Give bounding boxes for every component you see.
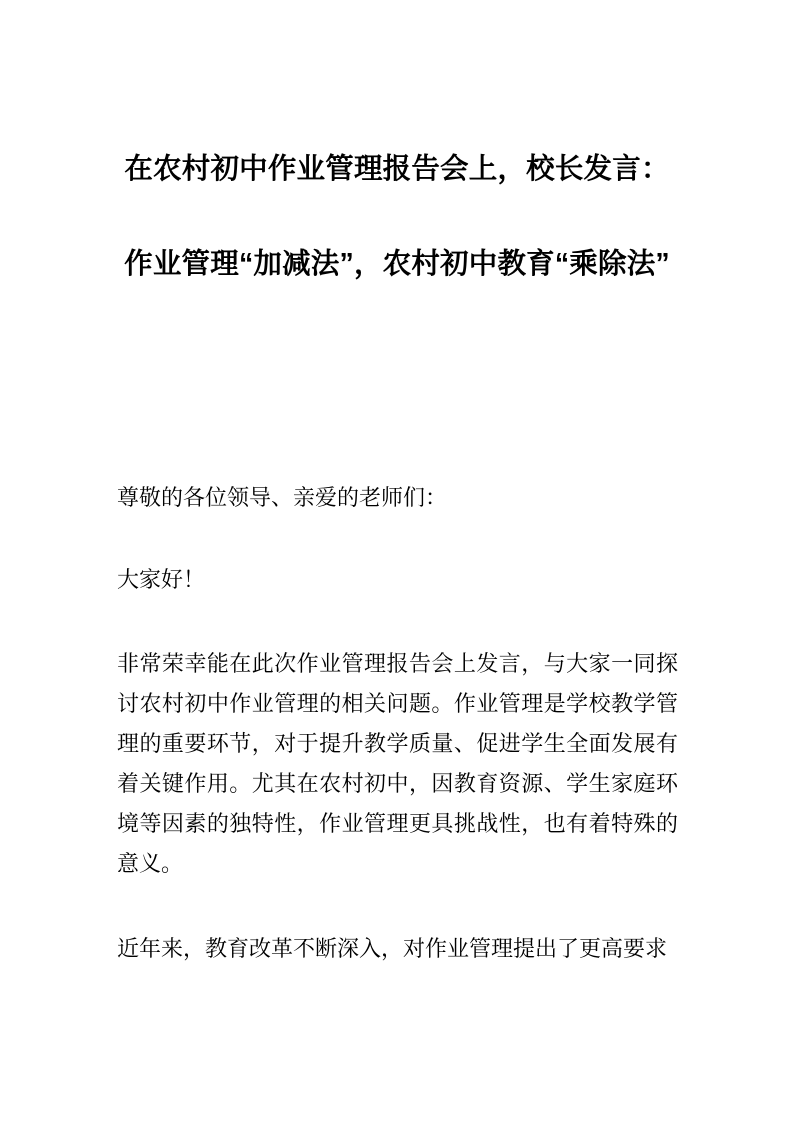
salutation-paragraph: 尊敬的各位领导、亲爱的老师们：	[117, 485, 448, 510]
greeting-paragraph: 大家好！	[117, 567, 206, 592]
page-title: 在农村初中作业管理报告会上，校长发言：作业管理“加减法”，农村初中教育“乘除法”	[124, 153, 670, 280]
document-body	[117, 478, 678, 969]
body-paragraph-2: 近年来，教育改革不断深入，对作业管理提出了更高要求	[117, 936, 668, 961]
body-paragraph-1: 非常荣幸能在此次作业管理报告会上发言，与大家一同探讨农村初中作业管理的相关问题。作业管理是学校教学管理的重要环节，对于提升教学质量、促进学生全面发展有着关键作用。尤其在农村初中，因教育资源、学生家庭环境等因素的独特性，作业管理更具挑战性，也有着特殊的意义。	[117, 651, 678, 876]
